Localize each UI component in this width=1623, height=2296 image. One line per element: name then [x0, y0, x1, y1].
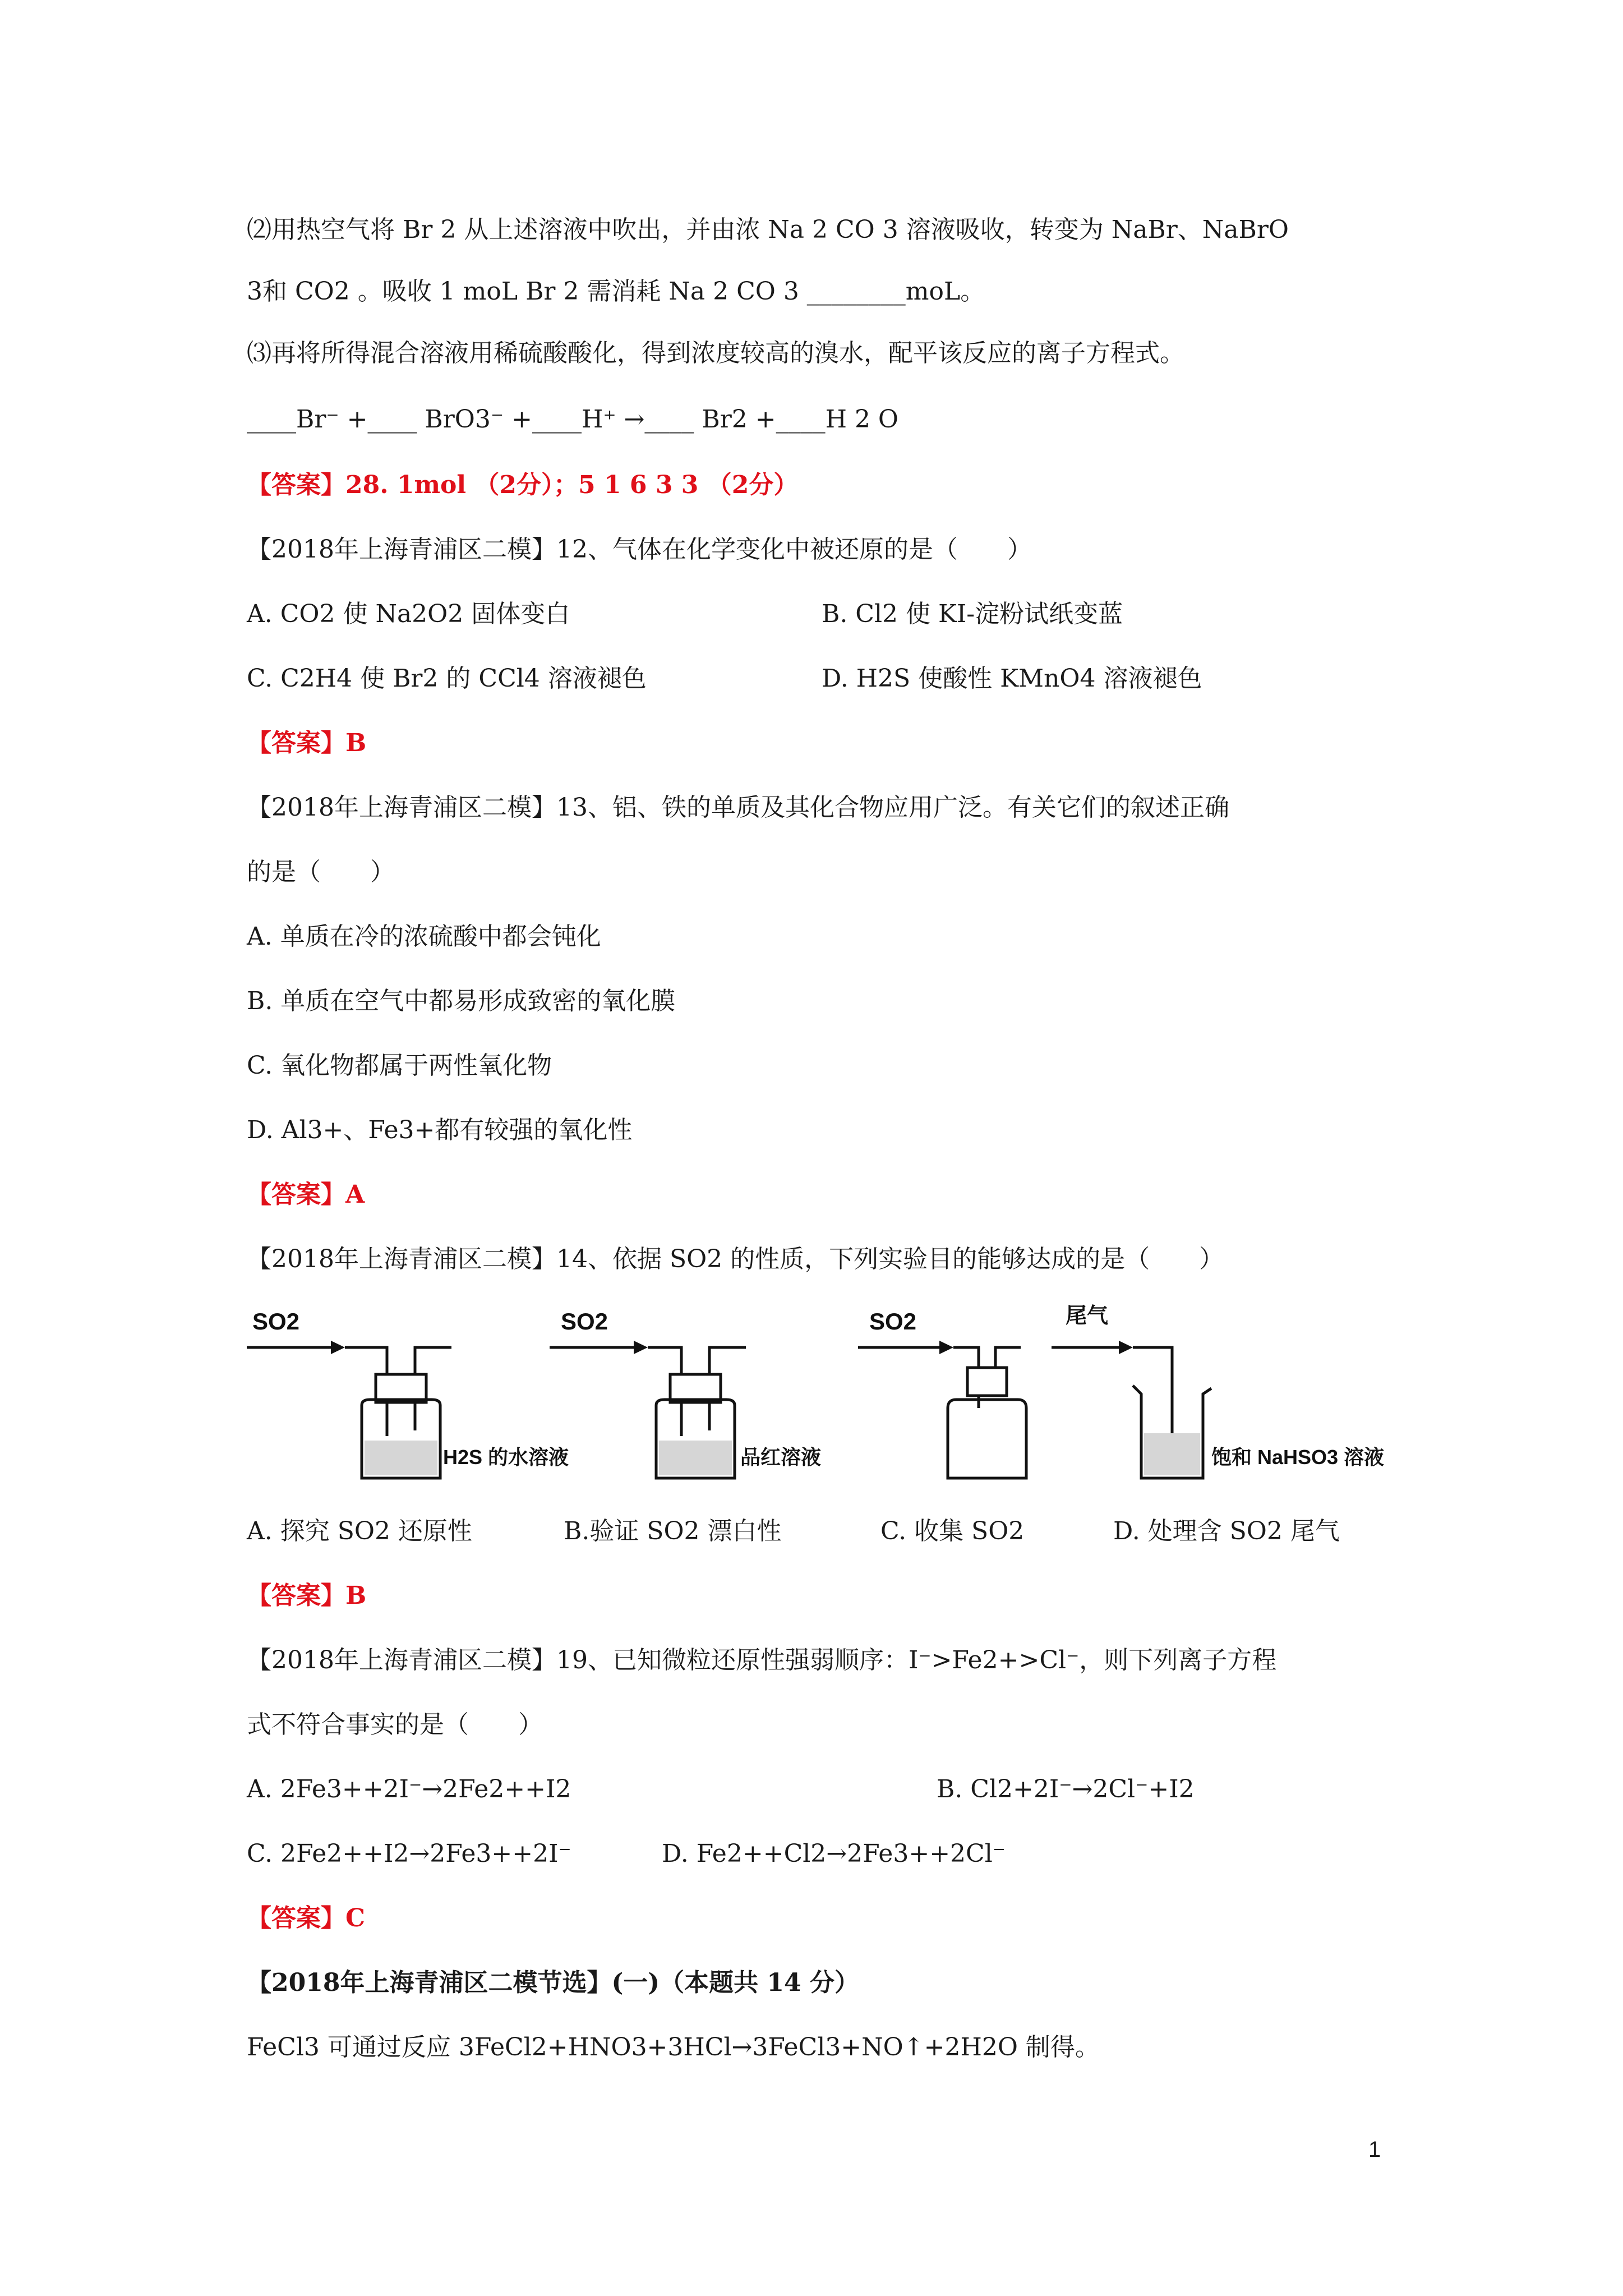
q13-option-a: A. 单质在冷的浓硫酸中都会钝化 [247, 922, 601, 951]
answer-28: 【答案】28. 1mol （2分）；5 1 6 3 3 （2分） [247, 471, 799, 499]
gas-label-b: SO2 [561, 1308, 608, 1335]
q14-option-d: D. 处理含 SO2 尾气 [1113, 1517, 1340, 1545]
q3-equation: ____Br⁻ +____ BrO3⁻ +____H⁺ →____ Br2 +____H 2 O [247, 405, 899, 434]
q13-option-c: C. 氧化物都属于两性氧化物 [247, 1051, 552, 1080]
q14-option-b: B.验证 SO2 漂白性 [564, 1517, 782, 1545]
q12-stem: 【2018年上海青浦区二模】12、气体在化学变化中被还原的是（ ） [247, 535, 1032, 564]
q2-line2: 3和 CO2 。吸收 1 moL Br 2 需消耗 Na 2 CO 3 ________moL。 [247, 277, 985, 306]
q3-line1: ⑶再将所得混合溶液用稀硫酸酸化，得到浓度较高的溴水，配平该反应的离子方程式。 [247, 339, 1184, 367]
q12-option-c: C. C2H4 使 Br2 的 CCl4 溶液褪色 [247, 664, 647, 693]
q12-option-a: A. CO2 使 Na2O2 固体变白 [247, 600, 570, 628]
q14-stem: 【2018年上海青浦区二模】14、依据 SO2 的性质，下列实验目的能够达成的是（ ） [247, 1245, 1224, 1273]
page-number: 1 [1368, 2137, 1381, 2162]
q13-option-b: B. 单质在空气中都易形成致密的氧化膜 [247, 987, 676, 1015]
q19-option-c: C. 2Fe2++I2→2Fe3++2I⁻ [247, 1839, 571, 1868]
liquid-label-b: 品红溶液 [740, 1446, 822, 1469]
section-text: FeCl3 可通过反应 3FeCl2+HNO3+3HCl→3FeCl3+NO↑+2H2O 制得。 [247, 2033, 1100, 2062]
q14-answer: 【答案】B [247, 1581, 367, 1610]
tail-gas-label: 尾气 [1066, 1304, 1109, 1328]
q13-stem-2: 的是（ ） [247, 858, 395, 886]
q2-line1: ⑵用热空气将 Br 2 从上述溶液中吹出，并由浓 Na 2 CO 3 溶液吸收，转变为 NaBr、NaBrO [247, 215, 1289, 244]
q19-stem-2: 式不符合事实的是（ ） [247, 1710, 543, 1739]
q13-option-d: D. Al3+、Fe3+都有较强的氧化性 [247, 1116, 633, 1144]
gas-label-c: SO2 [869, 1308, 917, 1335]
q19-answer: 【答案】C [247, 1904, 366, 1932]
q13-answer: 【答案】A [247, 1180, 365, 1209]
q19-option-a: A. 2Fe3++2I⁻→2Fe2++I2 [247, 1775, 571, 1803]
q19-option-b: B. Cl2+2I⁻→2Cl⁻+I2 [937, 1775, 1195, 1803]
q12-option-d: D. H2S 使酸性 KMnO4 溶液褪色 [822, 664, 1202, 693]
liquid-label-d: 饱和 NaHSO3 溶液 [1211, 1446, 1385, 1469]
q13-stem-1: 【2018年上海青浦区二模】13、铝、铁的单质及其化合物应用广泛。有关它们的叙述正确 [247, 793, 1229, 822]
q12-answer: 【答案】B [247, 729, 367, 757]
q12-option-b: B. Cl2 使 KI-淀粉试纸变蓝 [822, 600, 1123, 628]
section-heading: 【2018年上海青浦区二模节选】(一)（本题共 14 分） [247, 1968, 859, 1997]
q14-option-c: C. 收集 SO2 [880, 1517, 1025, 1545]
q19-option-d: D. Fe2++Cl2→2Fe3++2Cl⁻ [662, 1839, 1006, 1868]
liquid-label-a: H2S 的水溶液 [443, 1446, 569, 1469]
experiment-apparatus-figure [247, 1296, 1402, 1498]
q19-stem-1: 【2018年上海青浦区二模】19、已知微粒还原性强弱顺序：I⁻>Fe2+>Cl⁻，则下列离子方程 [247, 1646, 1277, 1674]
gas-label-a: SO2 [252, 1308, 300, 1335]
q14-option-a: A. 探究 SO2 还原性 [247, 1517, 472, 1545]
